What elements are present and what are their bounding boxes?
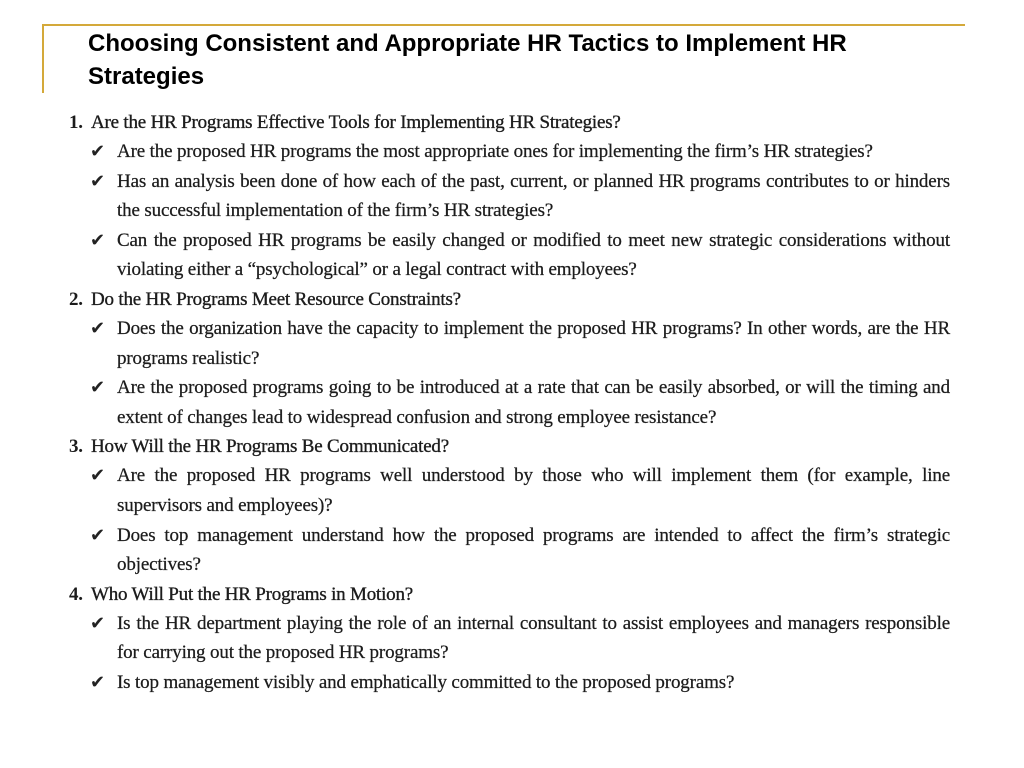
question-4 <box>69 580 950 609</box>
question-2 <box>69 285 950 314</box>
question-3 <box>69 432 950 461</box>
checkmark-icon: ✔ <box>90 465 105 487</box>
checkmark-icon: ✔ <box>90 612 105 634</box>
checklist-item <box>90 668 950 698</box>
checklist-item <box>90 137 950 167</box>
question-number: 4. <box>69 583 83 605</box>
checklist-item-text: Does top management understand how the proposed programs are intended to affect the firm’s strategic objectives? <box>117 524 950 576</box>
checklist-item <box>90 314 950 373</box>
checklist-item <box>90 461 950 520</box>
checklist-item-text: Can the proposed HR programs be easily changed or modified to meet new strategic considerations without violating either a “psychological” or a legal contract with employees? <box>117 229 950 281</box>
question-number: 1. <box>69 112 83 133</box>
checkmark-icon: ✔ <box>90 229 105 251</box>
checkmark-icon: ✔ <box>90 317 105 339</box>
scanned-checklist <box>60 108 950 768</box>
question-number: 2. <box>69 288 83 310</box>
checklist-item <box>90 373 950 432</box>
checklist-item-text: Are the proposed programs going to be introduced at a rate that can be easily absorbed, or will the timing and extent of changes lead to widespread confusion and strong employee resistance? <box>117 377 950 428</box>
question-1 <box>69 108 950 137</box>
question-text: Are the HR Programs Effective Tools for Implementing HR Strategies? <box>91 112 621 133</box>
checkmark-icon: ✔ <box>90 170 105 192</box>
checklist-item <box>90 226 950 285</box>
checklist-item-text: Are the proposed HR programs the most appropriate ones for implementing the firm’s HR strategies? <box>117 141 873 162</box>
slide-title: Choosing Consistent and Appropriate HR Tactics to Implement HR Strategies <box>88 30 847 90</box>
question-number: 3. <box>69 436 83 458</box>
checkmark-icon: ✔ <box>90 377 105 399</box>
checklist-item-text: Is top management visibly and emphatically committed to the proposed programs? <box>117 671 735 693</box>
checklist-item-text: Does the organization have the capacity to implement the proposed HR programs? In other words, are the HR programs realistic? <box>117 317 950 369</box>
checklist-item-text: Are the proposed HR programs well understood by those who will implement them (for example, line supervisors and employees)? <box>117 465 950 516</box>
checklist-item-text: Has an analysis been done of how each of the past, current, or planned HR programs contributes to or hinders the successful implementation of the firm’s HR strategies? <box>117 170 950 222</box>
checkmark-icon: ✔ <box>90 524 105 546</box>
question-text: Do the HR Programs Meet Resource Constraints? <box>91 288 461 310</box>
checkmark-icon: ✔ <box>90 141 105 162</box>
checklist-item-text: Is the HR department playing the role of an internal consultant to assist employees and managers responsible for carrying out the proposed HR programs? <box>117 612 950 664</box>
checklist-item <box>90 609 950 668</box>
question-text: How Will the HR Programs Be Communicated? <box>91 436 449 458</box>
top-accent-rule <box>42 24 965 26</box>
checklist-item <box>90 521 950 580</box>
question-text: Who Will Put the HR Programs in Motion? <box>91 583 413 605</box>
left-accent-rule <box>42 24 44 93</box>
checkmark-icon: ✔ <box>90 671 105 693</box>
checklist-item <box>90 167 950 226</box>
